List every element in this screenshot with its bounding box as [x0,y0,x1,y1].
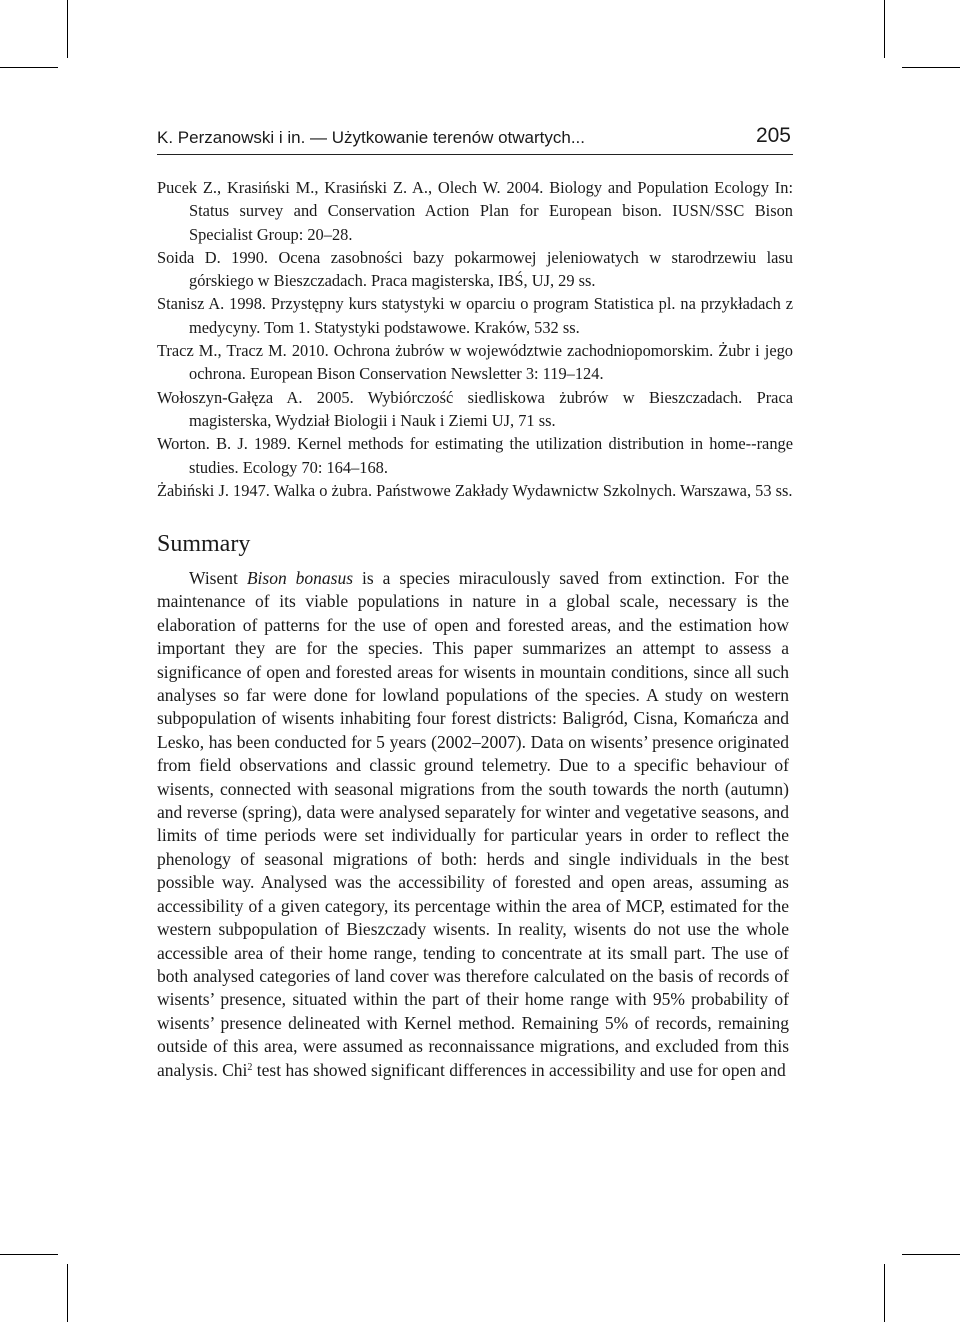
reference-item: Tracz M., Tracz M. 2010. Ochrona żubrów w województwie zachodniopomorskim. Żubr i jego ochrona. European Bison Conservation Newsletter 3: 119–124. [157,341,793,384]
reference-item: Wołoszyn-Gałęza A. 2005. Wybiórczość siedliskowa żubrów w Bieszczadach. Praca magisterska, Wydział Biologii i Nauk i Ziemi UJ, 71 ss. [157,387,793,430]
crop-mark [67,1264,68,1322]
crop-mark [902,1254,960,1255]
crop-mark [0,67,58,68]
summary-text: is a species miraculously saved from extinction. For the maintenance of its viable populations in nature in a global scale, necessary is the elaboration of patterns for the use of open and forested areas, and the estimation how important they are for the species. This paper summarizes an attempt to assess a significance of open and forested areas for wisents in mountain conditions, since all such analyses so far were done for lowland populations of the species. A study on western subpopulation of wisents inhabiting four forest districts: Baligród, Cisna, Komańcza and Lesko, has been conducted for 5 years (2002–2007). Data on wisents’ presence originated from field observations and classic ground telemetry. Due to a specific behaviour of wisents, connected with seasonal migrations from the south towards the north (autumn) and reverse (spring), data were analysed separately for winter and vegetative seasons, and limits of time periods were set individually for particular years in order to reflect the phenology of seasonal migrations of both: herds and single individuals in the best possible way. Analysed was the accessibility of forested and open areas, assuming as accessibility of a given category, its percentage within the area of MCP, estimated for the western subpopulation of Bieszczady wisents. In reality, wisents do not use the whole accessible area of their home range, tending to concentrate at its small part. The use of both analysed categories of land cover was therefore calculated on the basis of records of wisents’ presence, situated within the part of their home range with 95% probability of wisents’ presence delineated with Kernel method. Remaining 5% of records, remaining outside of this area, were assumed as reconnaissance migrations, and excluded from this analysis. Chi [157,568,789,1080]
crop-mark [67,0,68,58]
reference-item: Stanisz A. 1998. Przystępny kurs statystyki w oparciu o program Statistica pl. na przykładach z medycyny. Tom 1. Statystyki podstawowe. Kraków, 532 ss. [157,294,793,337]
summary-paragraph [157,567,789,1082]
page-number: 205 [755,124,791,147]
reference-item: Pucek Z., Krasiński M., Krasiński Z. A., Olech W. 2004. Biology and Population Ecology In: Status survey and Conservation Action Plan for European bison. IUSN/SSC Bison Specialist Group: 20–28. [157,178,793,244]
chi-superscript: 2 [247,1061,253,1073]
reference-item: Soida D. 1990. Ocena zasobności bazy pokarmowej jeleniowatych w starodrzewiu lasu górskiego w Bieszczadach. Praca magisterska, IBŚ, UJ, 29 ss. [157,247,793,291]
crop-mark [884,0,885,58]
reference-item: Worton. B. J. 1989. Kernel methods for estimating the utilization distribution in home--range studies. Ecology 70: 164–168. [157,434,793,477]
running-title: K. Perzanowski i in. — Użytkowanie terenów otwartych... [157,128,585,147]
summary-intro: Wisent [189,568,247,588]
species-name: Bison bonasus [246,568,354,588]
running-header [157,124,793,155]
summary-heading: Summary [157,531,251,557]
crop-mark [0,1254,58,1255]
summary-text-end: test has showed significant differences in accessibility and use for open and [252,1059,786,1080]
crop-mark [902,67,960,68]
crop-mark [884,1264,885,1322]
reference-item: Żabiński J. 1947. Walka o żubra. Państwowe Zakłady Wydawnictw Szkolnych. Warszawa, 53 ss. [157,480,793,500]
reference-list [157,176,793,502]
